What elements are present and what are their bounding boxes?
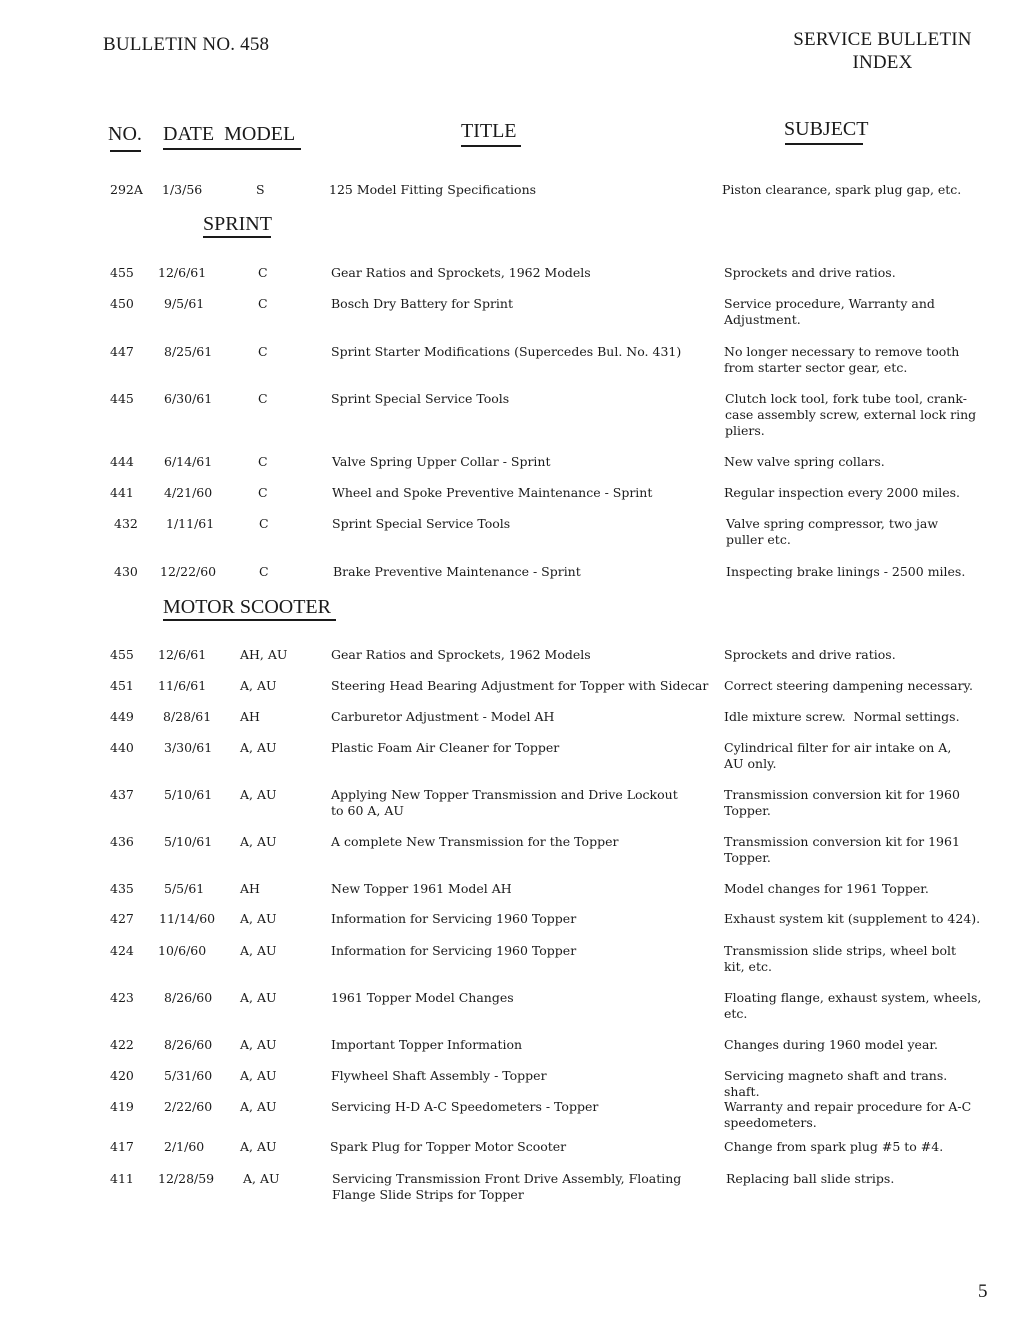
- bulletin-date: 8/25/61: [164, 344, 213, 359]
- bulletin-date: 2/22/60: [164, 1099, 213, 1114]
- bulletin-date: 5/10/61: [164, 787, 213, 802]
- column-header-no: NO.: [108, 123, 142, 145]
- bulletin-subject: Cylindrical filter for air intake on A, AU only.: [724, 740, 952, 771]
- section-heading-sprint-underline: [203, 236, 271, 238]
- bulletin-subject: Idle mixture screw. Normal settings.: [724, 709, 960, 724]
- bulletin-subject: Warranty and repair procedure for A-C speedometers.: [724, 1099, 972, 1130]
- bulletin-subject: Changes during 1960 model year.: [724, 1037, 938, 1052]
- bulletin-title: New Topper 1961 Model AH: [331, 881, 512, 896]
- bulletin-no: 292A: [110, 182, 143, 197]
- bulletin-title: Steering Head Bearing Adjustment for Topper with Sidecar: [331, 678, 709, 693]
- bulletin-title: Sprint Special Service Tools: [331, 391, 510, 406]
- bulletin-no: 444: [110, 454, 134, 469]
- bulletin-title: Information for Servicing 1960 Topper: [331, 911, 577, 926]
- bulletin-no: 440: [110, 740, 134, 755]
- bulletin-no: 447: [110, 344, 134, 359]
- bulletin-model: A, AU: [240, 834, 277, 849]
- bulletin-title: Gear Ratios and Sprockets, 1962 Models: [331, 265, 591, 280]
- column-header-date-model: DATE MODEL: [163, 123, 296, 145]
- bulletin-title: Information for Servicing 1960 Topper: [331, 943, 577, 958]
- bulletin-subject: Exhaust system kit (supplement to 424).: [724, 911, 981, 926]
- bulletin-date: 11/6/61: [158, 678, 207, 693]
- column-header-subject: SUBJECT: [784, 118, 869, 140]
- bulletin-date: 12/22/60: [160, 564, 217, 579]
- bulletin-subject: Transmission conversion kit for 1960 Topper.: [724, 787, 960, 818]
- bulletin-no: 427: [110, 911, 134, 926]
- bulletin-title: Gear Ratios and Sprockets, 1962 Models: [331, 647, 591, 662]
- bulletin-model: A, AU: [240, 1068, 277, 1083]
- bulletin-date: 12/28/59: [158, 1171, 215, 1186]
- bulletin-model: C: [259, 564, 269, 579]
- bulletin-model: A, AU: [240, 1099, 277, 1114]
- bulletin-date: 12/6/61: [158, 265, 207, 280]
- bulletin-subject: Correct steering dampening necessary.: [724, 678, 973, 693]
- bulletin-subject: Servicing magneto shaft and trans. shaft.: [724, 1068, 948, 1099]
- bulletin-date: 5/5/61: [164, 881, 205, 896]
- bulletin-number: BULLETIN NO. 458: [103, 34, 270, 55]
- bulletin-date: 11/14/60: [159, 911, 216, 926]
- bulletin-title: Important Topper Information: [331, 1037, 523, 1052]
- bulletin-title: Brake Preventive Maintenance - Sprint: [333, 564, 581, 579]
- bulletin-subject: Model changes for 1961 Topper.: [724, 881, 929, 896]
- bulletin-date: 6/30/61: [164, 391, 213, 406]
- bulletin-subject: Piston clearance, spark plug gap, etc.: [722, 182, 962, 197]
- bulletin-no: 411: [110, 1171, 134, 1186]
- document-title-line2: INDEX: [852, 52, 913, 73]
- bulletin-title: Flywheel Shaft Assembly - Topper: [331, 1068, 547, 1083]
- bulletin-subject: Replacing ball slide strips.: [726, 1171, 895, 1186]
- bulletin-model: S: [256, 182, 265, 197]
- bulletin-no: 424: [110, 943, 134, 958]
- bulletin-date: 12/6/61: [158, 647, 207, 662]
- section-heading-sprint: SPRINT: [203, 213, 272, 235]
- bulletin-subject: No longer necessary to remove tooth from starter sector gear, etc.: [724, 344, 960, 375]
- bulletin-date: 5/31/60: [164, 1068, 213, 1083]
- bulletin-model: A, AU: [243, 1171, 280, 1186]
- bulletin-model: AH, AU: [240, 647, 288, 662]
- bulletin-model: C: [258, 344, 268, 359]
- bulletin-subject: Service procedure, Warranty and Adjustment.: [724, 296, 935, 327]
- bulletin-title: A complete New Transmission for the Topper: [331, 834, 619, 849]
- bulletin-subject: New valve spring collars.: [724, 454, 885, 469]
- bulletin-model: C: [258, 265, 268, 280]
- bulletin-model: AH: [240, 709, 260, 724]
- bulletin-no: 422: [110, 1037, 134, 1052]
- bulletin-date: 1/3/56: [162, 182, 203, 197]
- bulletin-no: 419: [110, 1099, 134, 1114]
- bulletin-title: Wheel and Spoke Preventive Maintenance - Sprint: [332, 485, 653, 500]
- bulletin-no: 423: [110, 990, 134, 1005]
- bulletin-model: C: [258, 391, 268, 406]
- bulletin-subject: Floating flange, exhaust system, wheels, etc.: [724, 990, 982, 1021]
- document-title-line1: SERVICE BULLETIN: [793, 29, 972, 50]
- bulletin-title: Sprint Special Service Tools: [332, 516, 511, 531]
- bulletin-no: 450: [110, 296, 134, 311]
- bulletin-title: Plastic Foam Air Cleaner for Topper: [331, 740, 560, 755]
- bulletin-date: 6/14/61: [164, 454, 213, 469]
- bulletin-subject: Sprockets and drive ratios.: [724, 647, 896, 662]
- bulletin-no: 435: [110, 881, 134, 896]
- bulletin-no: 432: [114, 516, 138, 531]
- bulletin-model: A, AU: [240, 678, 277, 693]
- bulletin-date: 2/1/60: [164, 1139, 205, 1154]
- bulletin-no: 455: [110, 265, 134, 280]
- bulletin-date: 10/6/60: [158, 943, 207, 958]
- column-header-title-underline: [461, 145, 521, 147]
- bulletin-no: 449: [110, 709, 134, 724]
- column-header-date-model-underline: [163, 148, 301, 150]
- column-header-title: TITLE: [461, 120, 517, 142]
- bulletin-no: 445: [110, 391, 134, 406]
- bulletin-no: 437: [110, 787, 134, 802]
- bulletin-no: 455: [110, 647, 134, 662]
- bulletin-model: A, AU: [240, 911, 277, 926]
- bulletin-no: 441: [110, 485, 134, 500]
- bulletin-no: 436: [110, 834, 134, 849]
- bulletin-date: 3/30/61: [164, 740, 213, 755]
- bulletin-title: Servicing H-D A-C Speedometers - Topper: [331, 1099, 599, 1114]
- bulletin-date: 8/26/60: [164, 990, 213, 1005]
- section-heading-motor-scooter: MOTOR SCOOTER: [163, 596, 331, 618]
- bulletin-title: Applying New Topper Transmission and Drive Lockout to 60 A, AU: [331, 787, 678, 818]
- bulletin-subject: Valve spring compressor, two jaw puller etc.: [726, 516, 939, 547]
- bulletin-subject: Change from spark plug #5 to #4.: [724, 1139, 944, 1154]
- bulletin-no: 417: [110, 1139, 134, 1154]
- page-number: 5: [978, 1281, 988, 1302]
- bulletin-model: C: [258, 485, 268, 500]
- bulletin-date: 8/28/61: [163, 709, 212, 724]
- bulletin-title: Spark Plug for Topper Motor Scooter: [330, 1139, 567, 1154]
- column-header-subject-underline: [785, 143, 863, 145]
- bulletin-date: 8/26/60: [164, 1037, 213, 1052]
- bulletin-subject: Regular inspection every 2000 miles.: [724, 485, 960, 500]
- bulletin-title: Servicing Transmission Front Drive Assembly, Floating Flange Slide Strips for Topper: [332, 1171, 682, 1202]
- bulletin-subject: Transmission slide strips, wheel bolt kit, etc.: [724, 943, 957, 974]
- bulletin-no: 420: [110, 1068, 134, 1083]
- bulletin-model: C: [258, 454, 268, 469]
- bulletin-title: 1961 Topper Model Changes: [331, 990, 514, 1005]
- bulletin-title: Valve Spring Upper Collar - Sprint: [332, 454, 551, 469]
- bulletin-title: Bosch Dry Battery for Sprint: [331, 296, 513, 311]
- bulletin-model: C: [258, 296, 268, 311]
- bulletin-date: 4/21/60: [164, 485, 213, 500]
- bulletin-model: A, AU: [240, 787, 277, 802]
- bulletin-no: 430: [114, 564, 138, 579]
- bulletin-subject: Clutch lock tool, fork tube tool, crank-case assembly screw, external lock ring pliers.: [725, 391, 977, 438]
- bulletin-model: A, AU: [240, 990, 277, 1005]
- bulletin-model: A, AU: [240, 1139, 277, 1154]
- bulletin-model: A, AU: [240, 1037, 277, 1052]
- bulletin-subject: Inspecting brake linings - 2500 miles.: [726, 564, 966, 579]
- bulletin-date: 5/10/61: [164, 834, 213, 849]
- bulletin-subject: Transmission conversion kit for 1961 Topper.: [724, 834, 960, 865]
- column-header-no-underline: [110, 150, 141, 152]
- bulletin-date: 9/5/61: [164, 296, 205, 311]
- bulletin-title: Sprint Starter Modifications (Supercedes Bul. No. 431): [331, 344, 682, 359]
- bulletin-model: A, AU: [240, 943, 277, 958]
- bulletin-model: A, AU: [240, 740, 277, 755]
- bulletin-no: 451: [110, 678, 134, 693]
- document-title: [760, 28, 1005, 74]
- bulletin-subject: Sprockets and drive ratios.: [724, 265, 896, 280]
- bulletin-model: AH: [240, 881, 260, 896]
- bulletin-title: Carburetor Adjustment - Model AH: [331, 709, 555, 724]
- bulletin-date: 1/11/61: [166, 516, 215, 531]
- bulletin-model: C: [259, 516, 269, 531]
- bulletin-title: 125 Model Fitting Specifications: [329, 182, 537, 197]
- section-heading-motor-scooter-underline: [163, 619, 336, 621]
